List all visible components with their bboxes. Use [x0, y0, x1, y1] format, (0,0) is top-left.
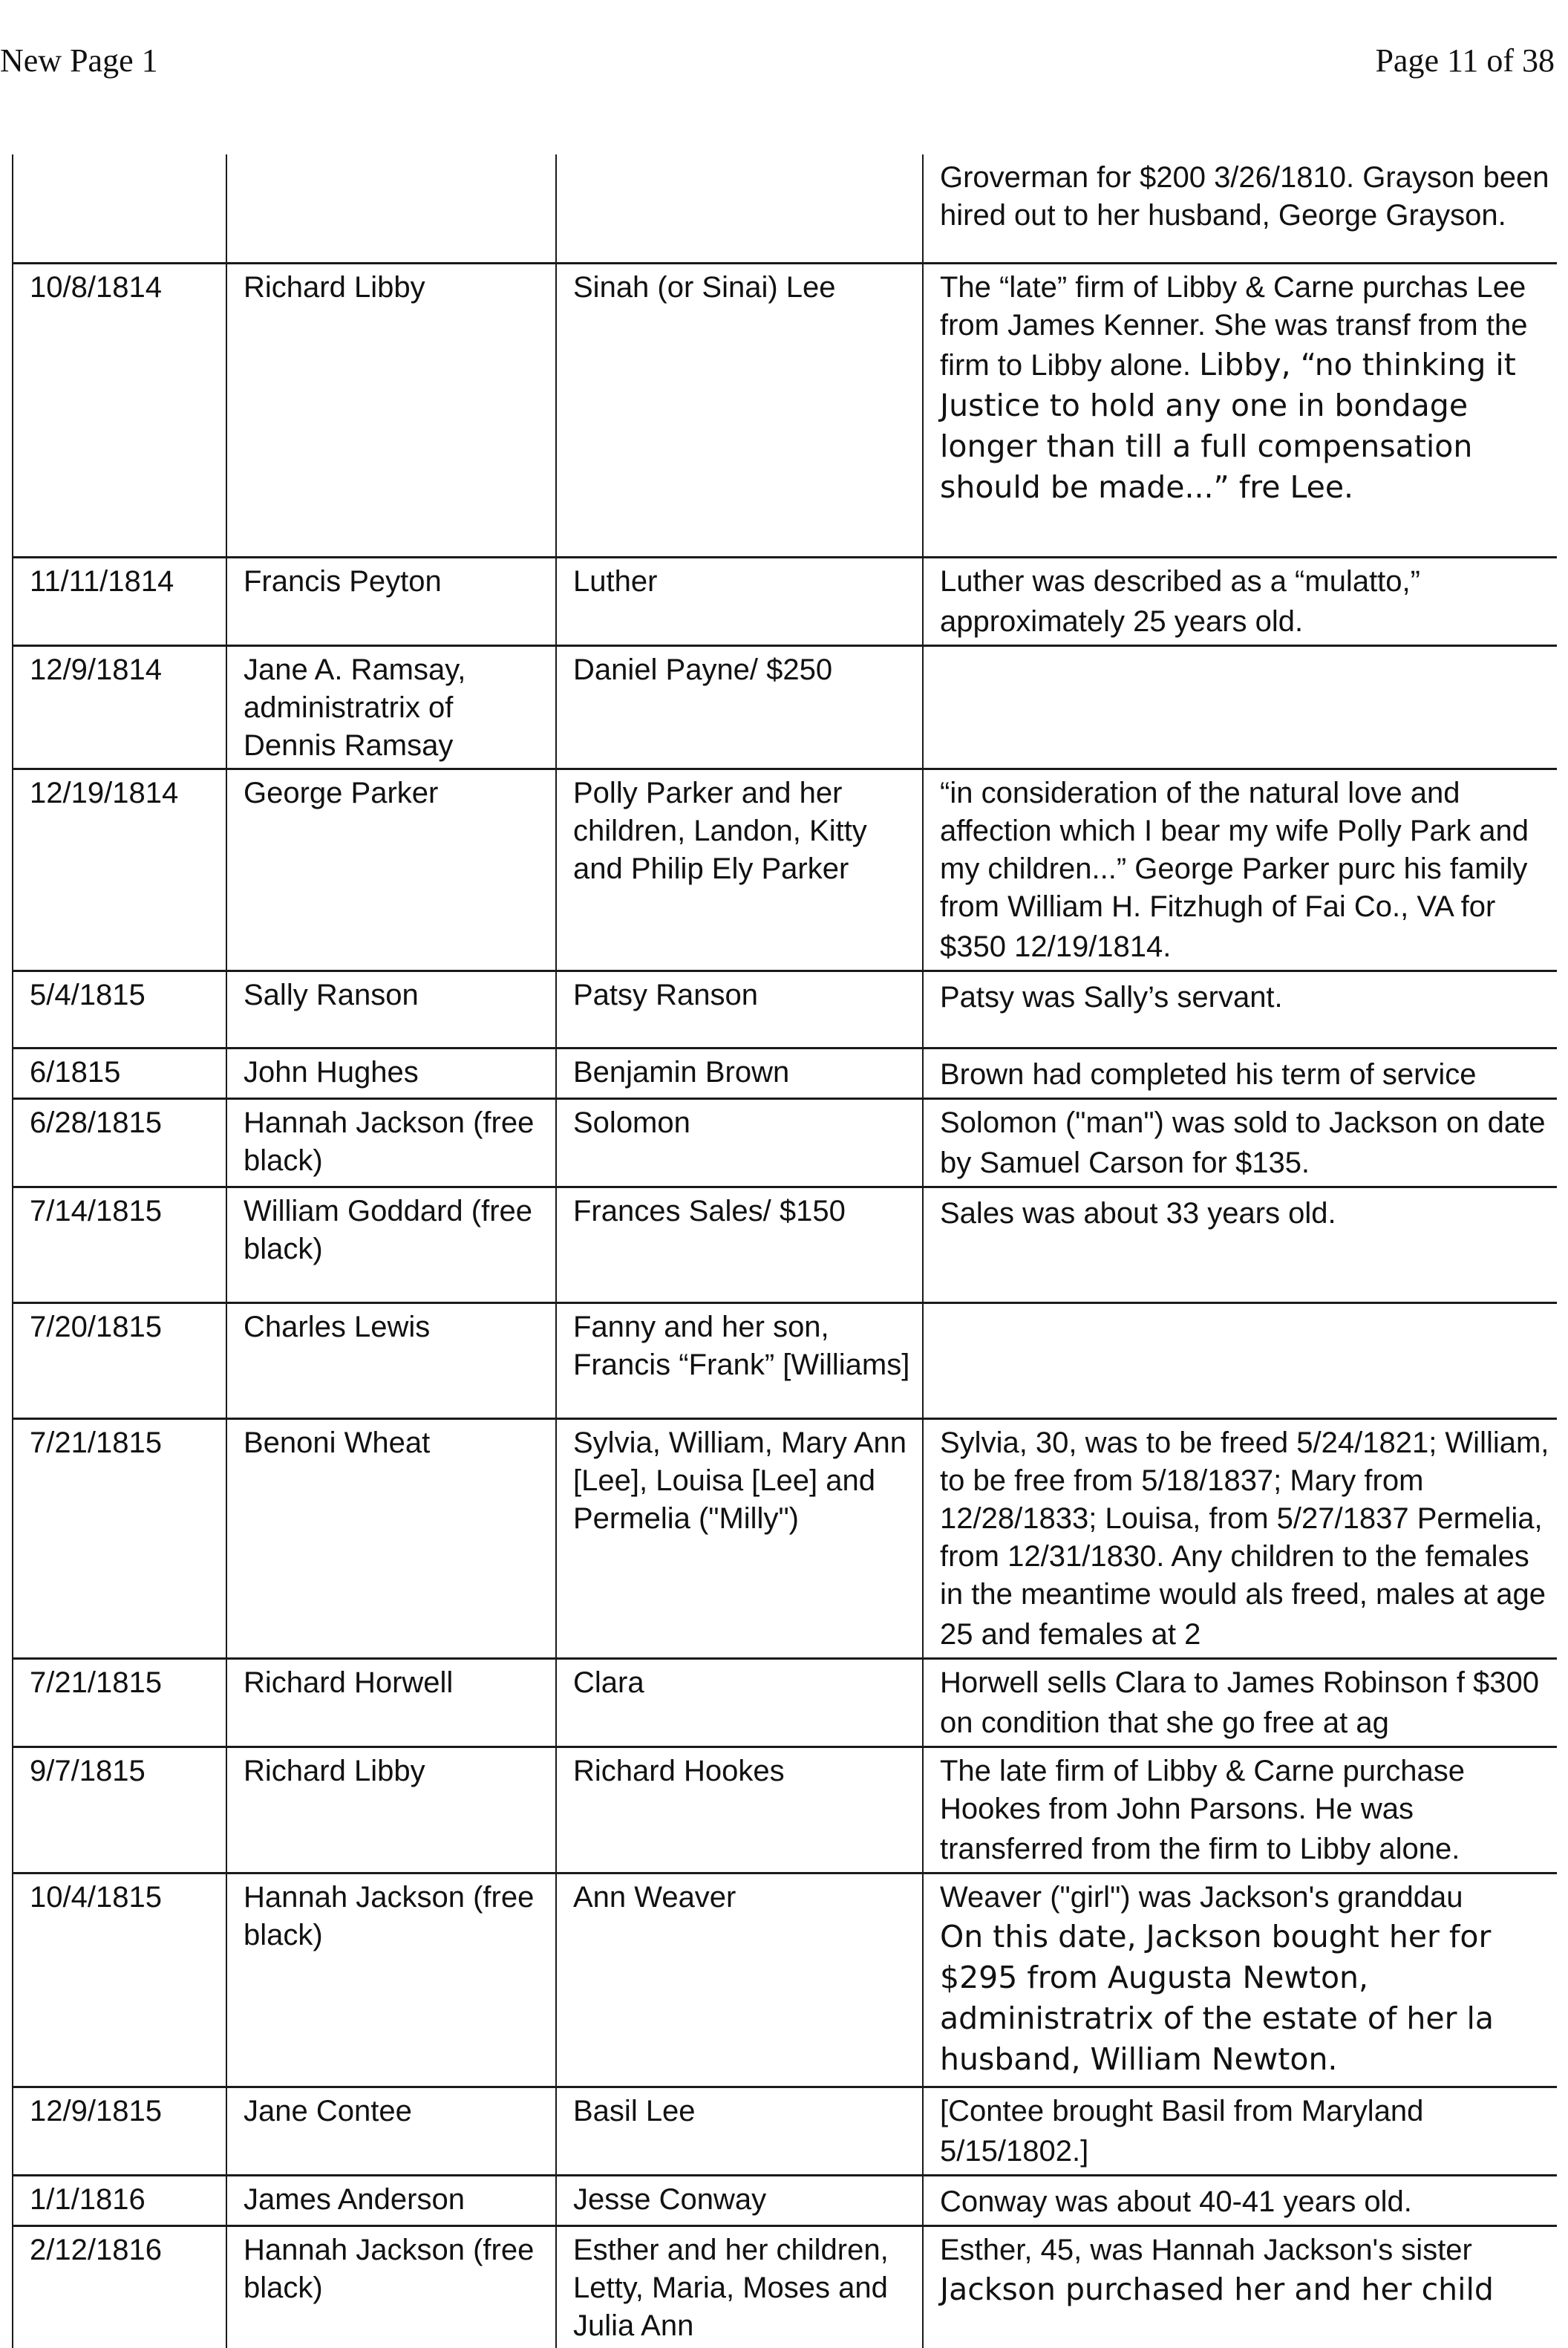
purchaser-cell: Hannah Jackson (free black): [226, 1098, 556, 1187]
notes-text: “in consideration of the natural love and affection which I bear my wife Polly Park and my children...” George Parker purc his family from William H. Fitzhugh of Fai Co., VA for $350 12/19/1814.: [940, 776, 1529, 963]
notes-text: [Contee brought Basil from Maryland 5/15/1802.]: [940, 2094, 1424, 2168]
table-row: [13, 154, 1557, 263]
notes-text: Brown had completed his term of service: [940, 1057, 1477, 1091]
notes-cell: [923, 971, 1557, 1048]
notes-cell: [923, 557, 1557, 645]
purchaser-cell: Benoni Wheat: [226, 1418, 556, 1658]
table-row: [13, 769, 1557, 971]
purchaser-cell: Hannah Jackson (free black): [226, 1873, 556, 2087]
purchaser-cell: Hannah Jackson (free black): [226, 2225, 556, 2348]
notes-cell: [923, 2175, 1557, 2225]
table-row: [13, 1873, 1557, 2087]
purchaser-cell: John Hughes: [226, 1048, 556, 1098]
purchaser-cell: Sally Ranson: [226, 971, 556, 1048]
table-row: [13, 1418, 1557, 1658]
notes-text: Solomon ("man") was sold to Jackson on date by Samuel Carson for $135.: [940, 1106, 1546, 1179]
enslaved-cell: Richard Hookes: [556, 1747, 923, 1873]
notes-text: Luther was described as a “mulatto,” approximately 25 years old.: [940, 564, 1420, 638]
purchaser-cell: James Anderson: [226, 2175, 556, 2225]
purchaser-cell: Richard Libby: [226, 1747, 556, 1873]
enslaved-cell: Jesse Conway: [556, 2175, 923, 2225]
date-cell: 12/9/1815: [13, 2087, 226, 2175]
notes-text: Patsy was Sally’s servant.: [940, 980, 1283, 1014]
enslaved-cell: Esther and her children, Letty, Maria, Moses and Julia Ann: [556, 2225, 923, 2348]
notes-cell: [923, 769, 1557, 971]
notes-cell: [923, 1048, 1557, 1098]
enslaved-cell: Ann Weaver: [556, 1873, 923, 2087]
notes-cell: [923, 1658, 1557, 1747]
purchaser-cell: George Parker: [226, 769, 556, 971]
date-cell: 2/12/1816: [13, 2225, 226, 2348]
purchaser-cell: Jane Contee: [226, 2087, 556, 2175]
enslaved-cell: Frances Sales/ $150: [556, 1187, 923, 1302]
notes-text-large: Jackson purchased her and her child: [940, 2271, 1494, 2307]
date-cell: 12/19/1814: [13, 769, 226, 971]
notes-cell: [923, 1873, 1557, 2087]
date-cell: 7/21/1815: [13, 1418, 226, 1658]
table-row: [13, 1658, 1557, 1747]
notes-text: Groverman for $200 3/26/1810. Grayson been hired out to her husband, George Grayson.: [940, 161, 1549, 232]
purchaser-cell: Richard Libby: [226, 263, 556, 557]
table-row: [13, 2225, 1557, 2348]
notes-cell: [923, 1098, 1557, 1187]
notes-text: Conway was about 40-41 years old.: [940, 2185, 1412, 2218]
enslaved-cell: Patsy Ranson: [556, 971, 923, 1048]
table-row: [13, 971, 1557, 1048]
purchaser-cell: Francis Peyton: [226, 557, 556, 645]
table-row: [13, 1048, 1557, 1098]
date-cell: 10/8/1814: [13, 263, 226, 557]
date-cell: 7/14/1815: [13, 1187, 226, 1302]
date-cell: 9/7/1815: [13, 1747, 226, 1873]
notes-text: Weaver ("girl") was Jackson's granddau: [940, 1880, 1463, 1914]
table-row: [13, 1098, 1557, 1187]
enslaved-cell: Basil Lee: [556, 2087, 923, 2175]
purchaser-cell: William Goddard (free black): [226, 1187, 556, 1302]
date-cell: 6/1815: [13, 1048, 226, 1098]
date-cell: 12/9/1814: [13, 645, 226, 769]
enslaved-cell: Sylvia, William, Mary Ann [Lee], Louisa [Lee] and Permelia ("Milly"): [556, 1418, 923, 1658]
notes-text: Horwell sells Clara to James Robinson f $300 on condition that she go free at ag: [940, 1666, 1540, 1739]
purchaser-cell: Charles Lewis: [226, 1302, 556, 1418]
page-number: Page 11 of 38: [1375, 42, 1555, 79]
table-row: [13, 2087, 1557, 2175]
table-row: [13, 645, 1557, 769]
table-row: [13, 263, 1557, 557]
purchaser-cell: Jane A. Ramsay, administratrix of Dennis Ramsay: [226, 645, 556, 769]
notes-text: Sylvia, 30, was to be freed 5/24/1821; William, to be free from 5/18/1837; Mary from 12/28/1833; Louisa, from 5/27/1837 Permelia, from 12/31/1830. Any children to the females in the meantime would als freed, males at age 25 and females at 2: [940, 1426, 1549, 1651]
notes-text-large: On this date, Jackson bought her for $295 from Augusta Newton, administratrix of the estate of her la husband, William Newton.: [940, 1918, 1494, 2077]
notes-text: Esther, 45, was Hannah Jackson's sister: [940, 2233, 1472, 2266]
date-cell: [13, 154, 226, 263]
enslaved-cell: Clara: [556, 1658, 923, 1747]
table-row: [13, 557, 1557, 645]
notes-cell: [923, 263, 1557, 557]
enslaved-cell: Solomon: [556, 1098, 923, 1187]
enslaved-cell: Fanny and her son, Francis “Frank” [Williams]: [556, 1302, 923, 1418]
notes-text-large: Libby, “no thinking it Justice to hold any one in bondage longer than till a full compensation should be made...” fre Lee.: [940, 346, 1516, 505]
date-cell: 11/11/1814: [13, 557, 226, 645]
notes-cell: [923, 1418, 1557, 1658]
date-cell: 6/28/1815: [13, 1098, 226, 1187]
date-cell: 10/4/1815: [13, 1873, 226, 2087]
manumission-table: [12, 154, 1557, 2348]
table-row: [13, 1747, 1557, 1873]
enslaved-cell: Luther: [556, 557, 923, 645]
purchaser-cell: Richard Horwell: [226, 1658, 556, 1747]
enslaved-cell: Polly Parker and her children, Landon, Kitty and Philip Ely Parker: [556, 769, 923, 971]
table-row: [13, 1302, 1557, 1418]
notes-cell: [923, 1187, 1557, 1302]
notes-cell: [923, 1302, 1557, 1418]
enslaved-cell: Benjamin Brown: [556, 1048, 923, 1098]
notes-cell: [923, 2225, 1557, 2348]
notes-cell: [923, 645, 1557, 769]
notes-text: The “late” firm of Libby & Carne purchas Lee from James Kenner. She was transf from the firm to Libby alone.: [940, 270, 1528, 382]
date-cell: 7/20/1815: [13, 1302, 226, 1418]
page-header: [0, 42, 1568, 86]
enslaved-cell: Sinah (or Sinai) Lee: [556, 263, 923, 557]
page-title: New Page 1: [0, 42, 158, 79]
table-row: [13, 2175, 1557, 2225]
date-cell: 1/1/1816: [13, 2175, 226, 2225]
enslaved-cell: [556, 154, 923, 263]
notes-text: The late firm of Libby & Carne purchase Hookes from John Parsons. He was transferred from the firm to Libby alone.: [940, 1754, 1466, 1865]
table-row: [13, 1187, 1557, 1302]
notes-text: Sales was about 33 years old.: [940, 1196, 1336, 1230]
purchaser-cell: [226, 154, 556, 263]
date-cell: 5/4/1815: [13, 971, 226, 1048]
enslaved-cell: Daniel Payne/ $250: [556, 645, 923, 769]
date-cell: 7/21/1815: [13, 1658, 226, 1747]
notes-cell: [923, 2087, 1557, 2175]
notes-cell: [923, 1747, 1557, 1873]
notes-cell: [923, 154, 1557, 263]
